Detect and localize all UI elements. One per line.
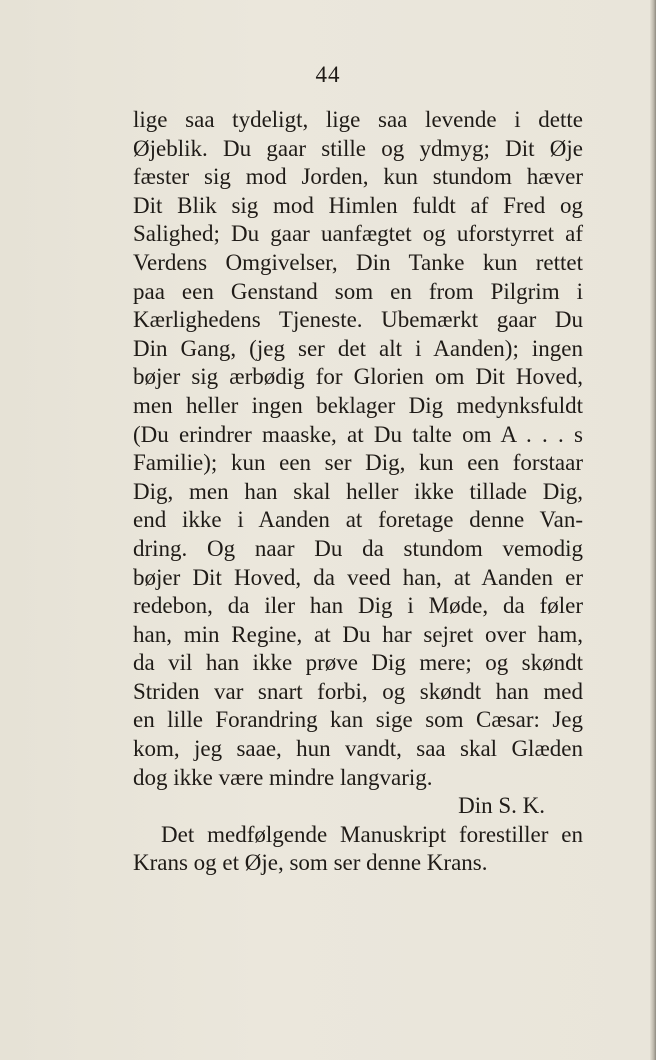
text-line: bøjer sig ærbødig for Glorien om Dit Hoved, bbox=[133, 364, 583, 390]
text-line: han, min Regine, at Du har sejret over ham, bbox=[133, 621, 583, 647]
text-line: bøjer Dit Hoved, da veed han, at Aanden er bbox=[133, 564, 583, 590]
text-line: dog ikke være mindre langvarig. bbox=[133, 764, 433, 790]
text-line: Verdens Omgivelser, Din Tanke kun rettet bbox=[133, 249, 583, 275]
postscript-line: Det medfølgende Manuskript forestiller en bbox=[161, 821, 583, 847]
text-line: (Du erindrer maaske, at Du talte om A . . . s bbox=[133, 421, 583, 447]
text-line: lige saa tydeligt, lige saa levende i dette bbox=[133, 107, 583, 132]
postscript-line: Krans og et Øje, som ser denne Krans. bbox=[133, 850, 488, 876]
text-line: men heller ingen beklager Dig medynksfuldt bbox=[133, 392, 583, 418]
text-line: dring. Og naar Du da stundom vemodig bbox=[133, 535, 583, 561]
text-line: Kærlighedens Tjeneste. Ubemærkt gaar Du bbox=[133, 307, 583, 333]
text-line: end ikke i Aanden at foretage denne Van- bbox=[133, 507, 583, 533]
text-line: en lille Forandring kan sige som Cæsar: Jeg bbox=[133, 707, 583, 733]
text-line: fæster sig mod Jorden, kun stundom hæver bbox=[133, 164, 583, 190]
text-line: Dig, men han skal heller ikke tillade Dig, bbox=[133, 478, 583, 504]
text-line: Striden var snart forbi, og skøndt han med bbox=[133, 678, 583, 704]
text-line: Øjeblik. Du gaar stille og ydmyg; Dit Øje bbox=[133, 135, 583, 161]
text-line: da vil han ikke prøve Dig mere; og skøndt bbox=[133, 650, 583, 676]
letter-text bbox=[133, 106, 583, 878]
text-line: Dit Blik sig mod Himlen fuldt af Fred og bbox=[133, 192, 583, 218]
text-line: Din Gang, (jeg ser det alt i Aanden); ingen bbox=[133, 335, 583, 361]
text-line: redebon, da iler han Dig i Møde, da føler bbox=[133, 593, 583, 619]
text-line: kom, jeg saae, hun vandt, saa skal Glæden bbox=[133, 736, 583, 762]
page-edge bbox=[650, 0, 656, 1060]
text-line: Familie); kun een ser Dig, kun een forstaar bbox=[133, 450, 583, 476]
text-line: paa een Genstand som en from Pilgrim i bbox=[133, 278, 583, 304]
page-number: 44 bbox=[315, 62, 341, 87]
signature: Din S. K. bbox=[458, 793, 545, 819]
text-line: Salighed; Du gaar uanfægtet og uforstyrret af bbox=[133, 221, 583, 247]
